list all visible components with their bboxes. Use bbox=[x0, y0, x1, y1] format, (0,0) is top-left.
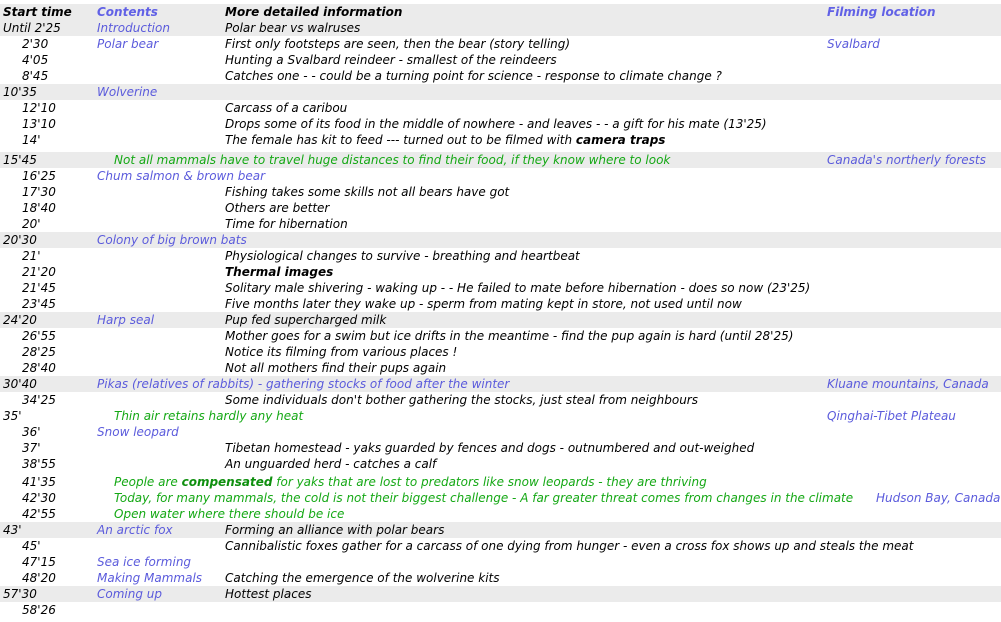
table-row bbox=[0, 216, 1001, 232]
table-row bbox=[0, 168, 1001, 184]
contents-cell: Wolverine bbox=[97, 85, 158, 99]
table-row bbox=[0, 522, 1001, 538]
contents-cell: Introduction bbox=[97, 21, 170, 35]
info-cell bbox=[225, 264, 333, 280]
header-location: Filming location bbox=[827, 5, 936, 19]
info-cell: Tibetan homestead - yaks guarded by fences and dogs - outnumbered and out-weighed bbox=[225, 441, 755, 455]
table-row bbox=[0, 232, 1001, 248]
start-time: 17'30 bbox=[22, 185, 56, 199]
info-cell: Pup fed supercharged milk bbox=[225, 313, 387, 327]
info-cell: Physiological changes to survive - breathing and heartbeat bbox=[225, 249, 580, 263]
start-time: 58'26 bbox=[22, 603, 56, 617]
table-row bbox=[0, 200, 1001, 216]
start-time: 21' bbox=[22, 249, 41, 263]
contents-cell: Coming up bbox=[97, 587, 163, 601]
start-time: 21'45 bbox=[22, 281, 56, 295]
table-row bbox=[0, 474, 1001, 490]
start-time: 15'45 bbox=[3, 153, 37, 167]
start-time: 30'40 bbox=[3, 377, 37, 391]
info-cell: Cannibalistic foxes gather for a carcass of one dying from hunger - even a cross fox shows up and steals the meat bbox=[225, 539, 914, 553]
start-time: 36' bbox=[22, 425, 41, 439]
filming-location: Kluane mountains, Canada bbox=[827, 377, 989, 391]
start-time: 38'55 bbox=[22, 457, 56, 471]
start-time: 2'30 bbox=[22, 37, 49, 51]
info-cell: Hunting a Svalbard reindeer - smallest of the reindeers bbox=[225, 53, 557, 67]
highlight-text: People are bbox=[114, 475, 182, 489]
start-time: 42'30 bbox=[22, 491, 56, 505]
filming-location: Svalbard bbox=[827, 37, 880, 51]
header-row bbox=[0, 4, 1001, 20]
start-time: 12'10 bbox=[22, 101, 56, 115]
table-row bbox=[0, 538, 1001, 554]
table-row bbox=[0, 264, 1001, 280]
start-time: 14' bbox=[22, 133, 41, 147]
start-time: 10'35 bbox=[3, 85, 37, 99]
table-row bbox=[0, 36, 1001, 52]
table-row bbox=[0, 84, 1001, 100]
table-row bbox=[0, 456, 1001, 472]
info-cell: Notice its filming from various places ! bbox=[225, 345, 458, 359]
info-cell: Catching the emergence of the wolverine kits bbox=[225, 571, 500, 585]
table-row bbox=[0, 68, 1001, 84]
table-row bbox=[0, 602, 1001, 618]
table-row bbox=[0, 116, 1001, 132]
filming-location: Hudson Bay, Canada bbox=[876, 491, 1001, 505]
contents-cell: An arctic fox bbox=[97, 523, 173, 537]
info-cell: Forming an alliance with polar bears bbox=[225, 523, 445, 537]
start-time: 42'55 bbox=[22, 507, 56, 521]
highlight-note: Thin air retains hardly any heat bbox=[114, 409, 304, 423]
start-time: 21'20 bbox=[22, 265, 56, 279]
table-row bbox=[0, 424, 1001, 440]
table-row bbox=[0, 132, 1001, 148]
table-row bbox=[0, 408, 1001, 424]
start-time: 24'20 bbox=[3, 313, 37, 327]
start-time: 13'10 bbox=[22, 117, 56, 131]
highlight-note bbox=[114, 474, 707, 490]
start-time: 4'05 bbox=[22, 53, 49, 67]
info-cell: An unguarded herd - catches a calf bbox=[225, 457, 437, 471]
contents-cell: Colony of big brown bats bbox=[97, 233, 247, 247]
info-cell: Drops some of its food in the middle of nowhere - and leaves - - a gift for his mate (13'25) bbox=[225, 117, 767, 131]
table-row bbox=[0, 554, 1001, 570]
table-row bbox=[0, 570, 1001, 586]
start-time: 20' bbox=[22, 217, 41, 231]
header-info: More detailed information bbox=[225, 5, 403, 19]
start-time: 8'45 bbox=[22, 69, 49, 83]
highlight-note: Today, for many mammals, the cold is not their biggest challenge - A far greater threat comes from changes in the climate bbox=[114, 491, 854, 505]
start-time: 23'45 bbox=[22, 297, 56, 311]
table-row bbox=[0, 184, 1001, 200]
table-row bbox=[0, 152, 1001, 168]
table-row bbox=[0, 20, 1001, 36]
start-time: 28'25 bbox=[22, 345, 56, 359]
table-row bbox=[0, 100, 1001, 116]
start-time: Until 2'25 bbox=[3, 21, 61, 35]
table-row bbox=[0, 52, 1001, 68]
start-time: 28'40 bbox=[22, 361, 56, 375]
header-contents: Contents bbox=[97, 5, 158, 19]
info-cell: Polar bear vs walruses bbox=[225, 21, 361, 35]
table-row bbox=[0, 312, 1001, 328]
contents-cell: Making Mammals bbox=[97, 571, 203, 585]
table-row bbox=[0, 506, 1001, 522]
start-time: 47'15 bbox=[22, 555, 56, 569]
table-row bbox=[0, 296, 1001, 312]
start-time: 20'30 bbox=[3, 233, 37, 247]
info-cell: Five months later they wake up - sperm from mating kept in store, not used until now bbox=[225, 297, 742, 311]
contents-cell: Sea ice forming bbox=[97, 555, 192, 569]
start-time: 26'55 bbox=[22, 329, 56, 343]
header-start-time: Start time bbox=[3, 5, 72, 19]
table-row bbox=[0, 586, 1001, 602]
info-cell: Hottest places bbox=[225, 587, 312, 601]
table-row bbox=[0, 328, 1001, 344]
highlight-note: Not all mammals have to travel huge distances to find their food, if they know where to look bbox=[114, 153, 671, 167]
table-row bbox=[0, 440, 1001, 456]
table-row bbox=[0, 280, 1001, 296]
start-time: 48'20 bbox=[22, 571, 56, 585]
start-time: 45' bbox=[22, 539, 41, 553]
info-cell: Mother goes for a swim but ice drifts in the meantime - find the pup again is hard (until 28'25) bbox=[225, 329, 794, 343]
info-cell: Fishing takes some skills not all bears have got bbox=[225, 185, 510, 199]
start-time: 43' bbox=[3, 523, 22, 537]
filming-location: Canada's northerly forests bbox=[827, 153, 986, 167]
info-cell: First only footsteps are seen, then the bear (story telling) bbox=[225, 37, 571, 51]
contents-cell: Chum salmon & brown bear bbox=[97, 169, 266, 183]
info-cell: Time for hibernation bbox=[225, 217, 348, 231]
contents-cell: Pikas (relatives of rabbits) - gathering stocks of food after the winter bbox=[97, 377, 510, 391]
table-row bbox=[0, 392, 1001, 408]
info-cell: Carcass of a caribou bbox=[225, 101, 348, 115]
table-row bbox=[0, 248, 1001, 264]
info-emphasis: Thermal images bbox=[225, 265, 334, 279]
contents-cell: Snow leopard bbox=[97, 425, 179, 439]
start-time: 35' bbox=[3, 409, 22, 423]
table-row bbox=[0, 344, 1001, 360]
highlight-note: Open water where there should be ice bbox=[114, 507, 345, 521]
table-row bbox=[0, 490, 1001, 506]
start-time: 34'25 bbox=[22, 393, 56, 407]
info-emphasis: camera traps bbox=[575, 133, 666, 147]
table-row bbox=[0, 360, 1001, 376]
info-text: The female has kit to feed --- turned out to be filmed with bbox=[225, 133, 576, 147]
start-time: 18'40 bbox=[22, 201, 56, 215]
table-row bbox=[0, 376, 1001, 392]
info-cell bbox=[225, 132, 665, 148]
start-time: 37' bbox=[22, 441, 41, 455]
start-time: 41'35 bbox=[22, 475, 56, 489]
start-time: 57'30 bbox=[3, 587, 37, 601]
highlight-text: for yaks that are lost to predators like snow leopards - they are thriving bbox=[272, 475, 707, 489]
info-cell: Catches one - - could be a turning point for science - response to climate change ? bbox=[225, 69, 722, 83]
filming-location: Qinghai-Tibet Plateau bbox=[827, 409, 956, 423]
info-cell: Not all mothers find their pups again bbox=[225, 361, 447, 375]
highlight-emphasis: compensated bbox=[181, 475, 273, 489]
contents-cell: Harp seal bbox=[97, 313, 155, 327]
contents-cell: Polar bear bbox=[97, 37, 159, 51]
info-cell: Solitary male shivering - waking up - - He failed to mate before hibernation - does so now (23'25) bbox=[225, 281, 811, 295]
start-time: 16'25 bbox=[22, 169, 56, 183]
info-cell: Others are better bbox=[225, 201, 330, 215]
info-cell: Some individuals don't bother gathering the stocks, just steal from neighbours bbox=[225, 393, 698, 407]
